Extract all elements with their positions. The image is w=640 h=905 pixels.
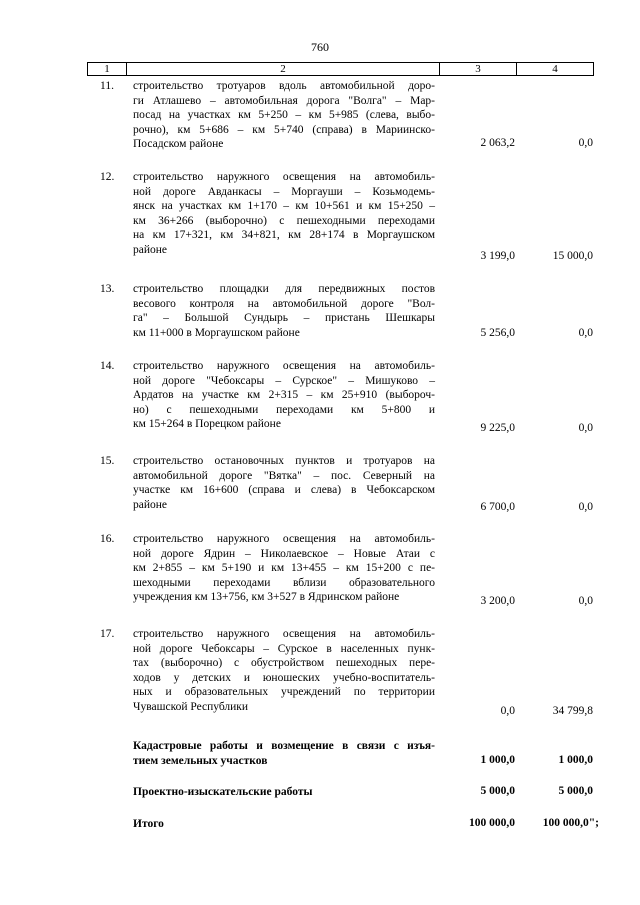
row-value-col4: 15 000,0 — [552, 250, 593, 262]
summary-value-col3: 1 000,0 — [480, 754, 515, 766]
row-value-col3: 2 063,2 — [480, 137, 515, 149]
total-value-col3: 100 000,0 — [469, 817, 515, 829]
row-number: 16. — [100, 533, 115, 545]
row-number: 13. — [100, 283, 115, 295]
total-label: Итого — [133, 818, 164, 830]
row-value-col3: 0,0 — [500, 705, 515, 717]
row-value-col4: 0,0 — [578, 422, 593, 434]
row-description: строительство наружного освещения на автомобиль- ной дороге Авданкасы – Моргауши – Козьмодемь- янск на участках км 1+170 – км 10+561 и км 15+250 – км 36+266 (выборочно) с пешеходными переходами на км 17+321, км 34+821, км 28+174 в Моргаушском районе — [133, 171, 435, 256]
summary-description: Кадастровые работы и возмещение в связи с изъя- тием земельных участков — [133, 740, 435, 767]
row-value-col3: 9 225,0 — [480, 422, 515, 434]
row-value-col4: 0,0 — [578, 327, 593, 339]
column-header-1: 1 — [88, 63, 127, 75]
row-value-col4: 0,0 — [578, 501, 593, 513]
row-number: 11. — [100, 80, 114, 92]
column-header-2: 2 — [127, 63, 440, 75]
row-value-col3: 3 199,0 — [480, 250, 515, 262]
row-value-col3: 3 200,0 — [480, 595, 515, 607]
row-description: строительство наружного освещения на автомобиль- ной дороге Чебоксары – Сурское в населенных пунк- тах (выборочно) с обустройством пешеходных пере- ходов у детских и юношеских учебно-воспитатель- ных и образовательных учреждений по территории Чувашской Республики — [133, 628, 435, 713]
summary-value-col4: 5 000,0 — [558, 785, 593, 797]
row-number: 14. — [100, 360, 115, 372]
summary-description: Проектно-изыскательские работы — [133, 786, 313, 798]
row-number: 17. — [100, 628, 115, 640]
row-value-col4: 34 799,8 — [552, 705, 593, 717]
row-number: 12. — [100, 171, 115, 183]
table-header — [87, 62, 594, 76]
row-description: строительство наружного освещения на автомобиль- ной дороге Ядрин – Николаевское – Новые Атаи с км 2+855 – км 5+190 и км 13+455 – км 15+200 с пе- шеходными переходами вблизи образовательного учреждения км 13+756, км 3+527 в Ядринском районе — [133, 533, 435, 604]
row-number: 15. — [100, 455, 115, 467]
row-description: строительство наружного освещения на автомобиль- ной дороге "Чебоксары – Сурское" – Мишуково – Ардатов на участке км 2+315 – км 25+910 (выбороч- но) с пешеходными переходами км 5+800 и км 15+264 в Порецком районе — [133, 360, 435, 431]
row-description: строительство тротуаров вдоль автомобильной доро- ги Атлашево – автомобильная дорога "Волга" – Мар- посад на участках км 5+250 – км 5+985 (слева, выбо- рочно), км 5+686 – км 5+740 (справа) в Мариинско- Посадском районе — [133, 80, 435, 151]
row-value-col3: 5 256,0 — [480, 327, 515, 339]
summary-value-col4: 1 000,0 — [558, 754, 593, 766]
row-description: строительство площадки для передвижных постов весового контроля на автомобильной дороге "Вол- га" – Большой Сундырь – пристань Шешкары км 11+000 в Моргаушском районе — [133, 283, 435, 339]
total-value-col4: 100 000,0"; — [542, 817, 599, 829]
row-value-col3: 6 700,0 — [480, 501, 515, 513]
column-header-3: 3 — [440, 63, 517, 75]
row-value-col4: 0,0 — [578, 595, 593, 607]
row-value-col4: 0,0 — [578, 137, 593, 149]
row-description: строительство остановочных пунктов и тротуаров на автомобильной дороге "Вятка" – пос. Северный на участке км 16+600 (справа и слева) в Чебоксарском районе — [133, 455, 435, 511]
page-number: 760 — [311, 40, 329, 54]
column-header-4: 4 — [552, 63, 558, 75]
summary-value-col3: 5 000,0 — [480, 785, 515, 797]
